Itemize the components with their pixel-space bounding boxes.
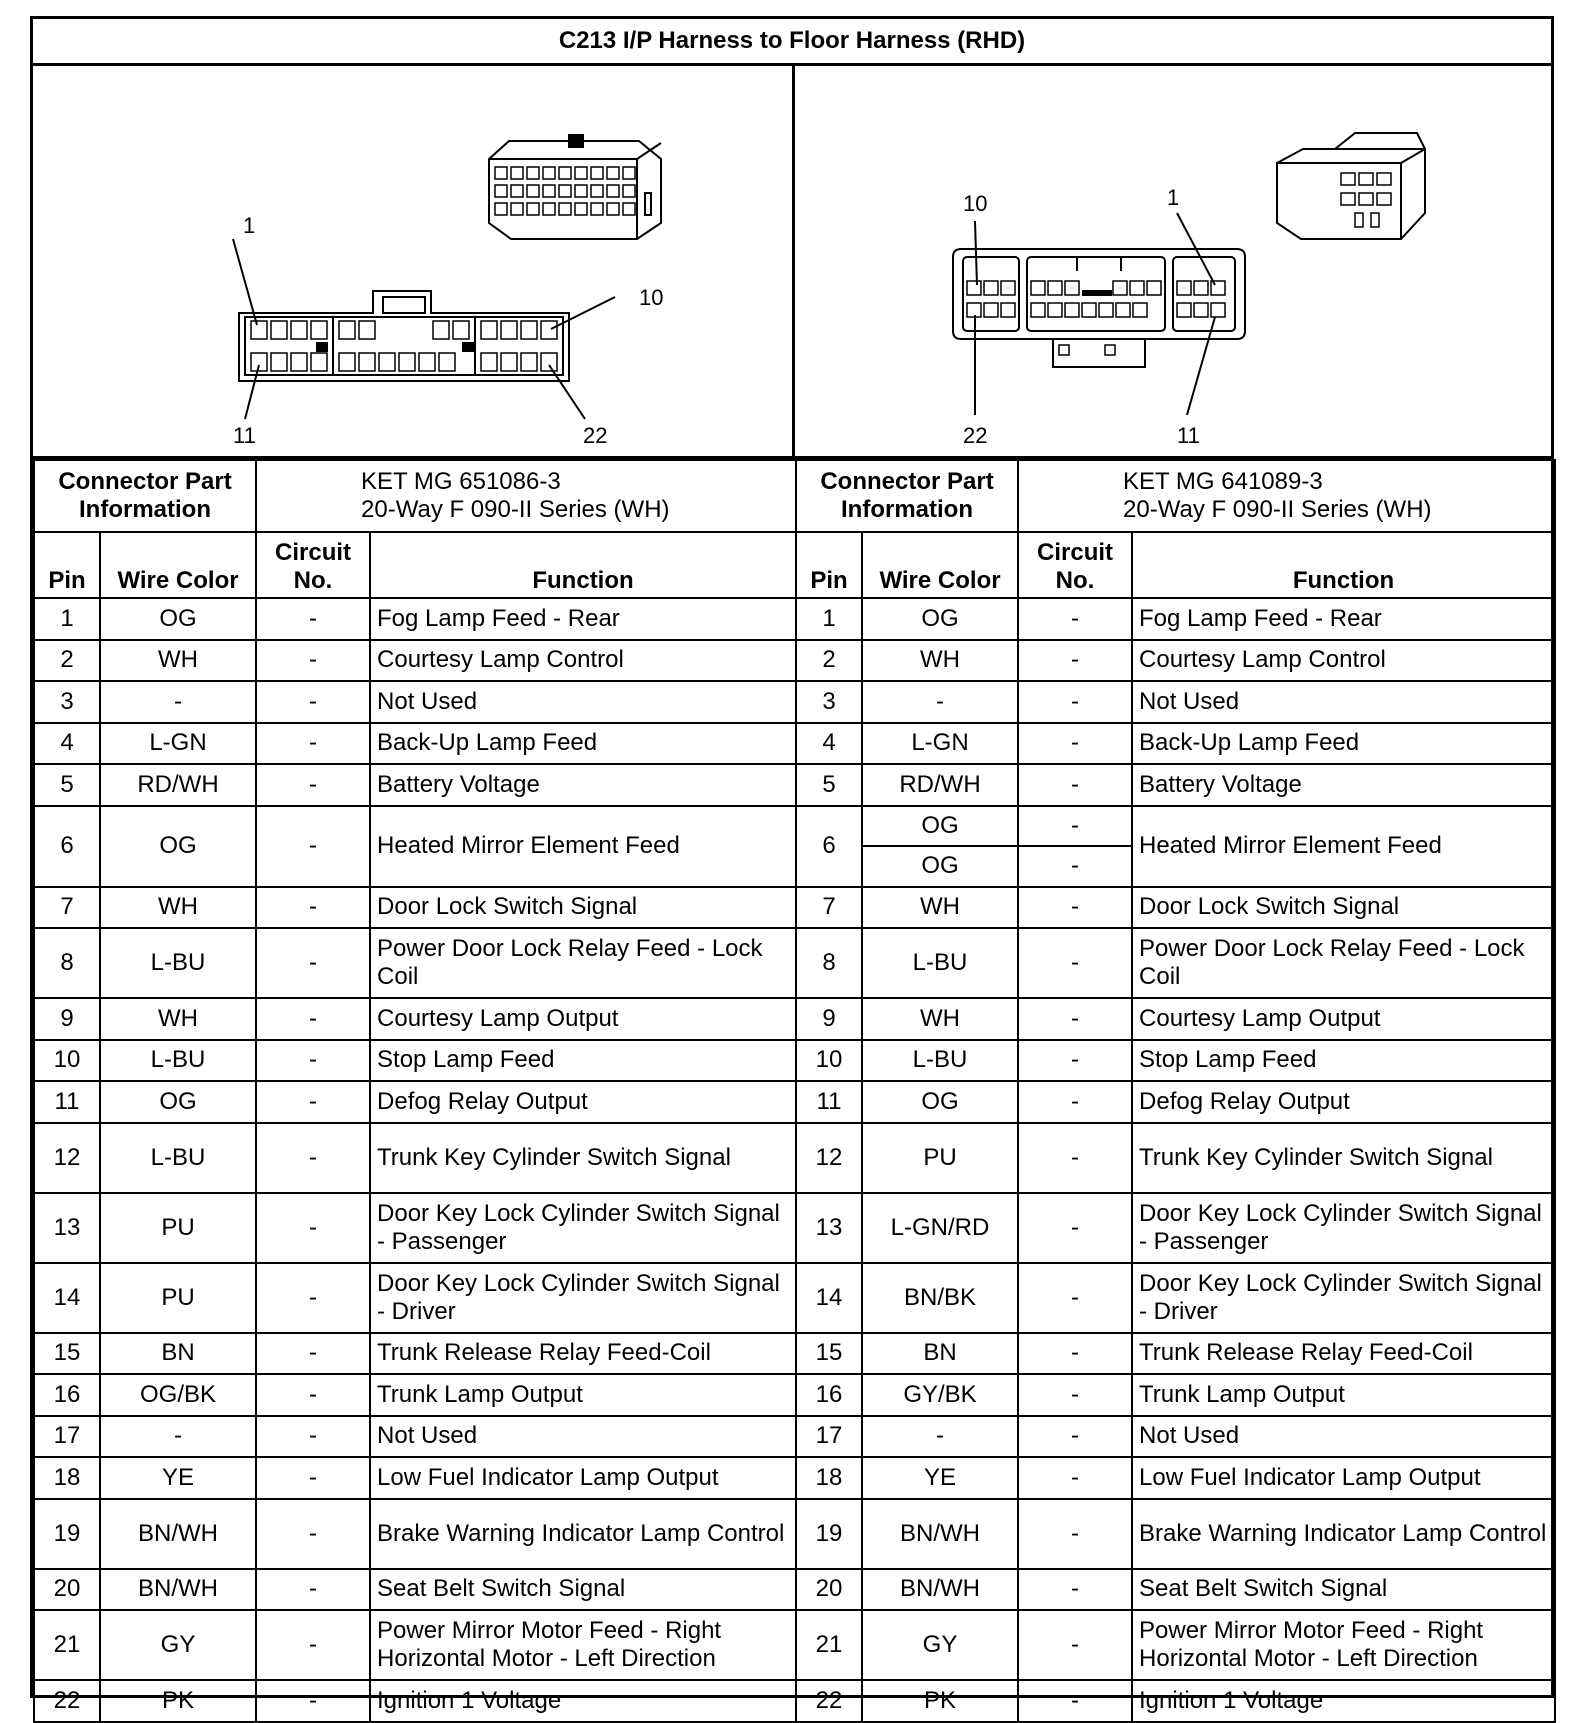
table-row [34,806,796,887]
wire-color: YE [862,1457,1018,1499]
pin-number: 20 [34,1569,100,1611]
pin-number: 17 [34,1416,100,1458]
circuit-number: - [1018,928,1132,998]
connector-info-value [256,460,796,532]
pin-function: Power Mirror Motor Feed - Right Horizontal Motor - Left Direction [1132,1610,1555,1680]
header-circuit-line: Circuit [1037,539,1114,566]
pin-function: Brake Warning Indicator Lamp Control [1132,1499,1555,1569]
circuit-number: - [1018,846,1132,887]
table-row [34,1374,796,1416]
part-number: KET MG 651086-3 [361,468,561,495]
table-row [796,1193,1555,1263]
table-row [34,998,796,1040]
circuit-number: - [256,640,370,682]
table-row [34,1416,796,1458]
pin-number: 8 [796,928,862,998]
circuit-number: - [256,681,370,723]
circuit-number: - [256,1040,370,1082]
pin-number: 12 [796,1123,862,1193]
circuit-number: - [256,1193,370,1263]
header-circuit-line: No. [1055,567,1095,594]
wire-color: BN/WH [100,1569,256,1611]
circuit-number: - [1018,640,1132,682]
pin-function: Courtesy Lamp Control [1132,640,1555,682]
circuit-number: - [1018,1123,1132,1193]
pin-function: Door Key Lock Cylinder Switch Signal - Passenger [1132,1193,1555,1263]
pin-function: Back-Up Lamp Feed [1132,723,1555,765]
pin-number: 19 [796,1499,862,1569]
table-row [796,806,1555,847]
wire-color: OG [862,846,1018,887]
pin-function: Door Lock Switch Signal [370,887,796,929]
table-row [34,764,796,806]
pin-function: Trunk Lamp Output [370,1374,796,1416]
pin-number: 2 [34,640,100,682]
wire-color: - [862,681,1018,723]
circuit-number: - [1018,1680,1132,1722]
table-row [796,1499,1555,1569]
pinout-sheet [30,16,1554,1714]
wire-color: GY/BK [862,1374,1018,1416]
circuit-number: - [256,887,370,929]
pin-function: Door Key Lock Cylinder Switch Signal - Driver [1132,1263,1555,1333]
connector-series: 20-Way F 090-II Series (WH) [361,496,670,523]
pin-function: Power Mirror Motor Feed - Right Horizontal Motor - Left Direction [370,1610,796,1680]
header-circuit-line: No. [293,567,333,594]
circuit-number: - [256,1263,370,1333]
circuit-number: - [1018,998,1132,1040]
connector-info-value [1018,460,1555,532]
pin-label-10: 10 [963,191,988,216]
left-pinout-table [33,459,797,1723]
wire-color: BN/BK [862,1263,1018,1333]
table-row [796,1081,1555,1123]
wire-color: L-BU [100,928,256,998]
pin-function: Heated Mirror Element Feed [1132,806,1555,887]
table-row [796,1610,1555,1680]
table-row [796,681,1555,723]
pin-number: 3 [34,681,100,723]
pin-number: 2 [796,640,862,682]
circuit-number: - [1018,1416,1132,1458]
wire-color: WH [862,640,1018,682]
pin-function: Stop Lamp Feed [1132,1040,1555,1082]
part-number: KET MG 641089-3 [1123,468,1323,495]
table-row [796,1680,1555,1722]
pin-number: 12 [34,1123,100,1193]
pin-function: Seat Belt Switch Signal [370,1569,796,1611]
table-row [34,723,796,765]
wire-color: OG [862,598,1018,640]
pin-number: 1 [34,598,100,640]
circuit-number: - [1018,806,1132,847]
pin-function: Courtesy Lamp Output [370,998,796,1040]
circuit-number: - [1018,1333,1132,1375]
wire-color: OG [862,806,1018,847]
pin-number: 22 [796,1680,862,1722]
table-row [34,1081,796,1123]
left-connector-face [239,291,569,381]
table-row [34,1040,796,1082]
wire-color: L-GN/RD [862,1193,1018,1263]
pin-function: Not Used [1132,1416,1555,1458]
table-row [796,640,1555,682]
pin-number: 22 [34,1680,100,1722]
circuit-number: - [1018,1569,1132,1611]
pin-number: 1 [796,598,862,640]
circuit-number: - [256,1457,370,1499]
header-wire-color: Wire Color [862,532,1018,598]
table-row [34,1193,796,1263]
circuit-number: - [256,1569,370,1611]
pin-function: Fog Lamp Feed - Rear [370,598,796,640]
wire-color: PK [100,1680,256,1722]
pin-function: Door Lock Switch Signal [1132,887,1555,929]
circuit-number: - [256,1680,370,1722]
header-circuit-no [256,532,370,598]
pin-function: Door Key Lock Cylinder Switch Signal - Driver [370,1263,796,1333]
table-row [796,1040,1555,1082]
pin-function: Trunk Release Relay Feed-Coil [1132,1333,1555,1375]
pin-number: 10 [34,1040,100,1082]
pin-function: Door Key Lock Cylinder Switch Signal - Passenger [370,1193,796,1263]
wire-color: PK [862,1680,1018,1722]
table-row [34,640,796,682]
wire-color: WH [100,887,256,929]
wire-color: OG [862,1081,1018,1123]
header-function: Function [1132,532,1555,598]
info-label-line: Information [79,496,211,523]
pin-number: 5 [34,764,100,806]
circuit-number: - [1018,681,1132,723]
pin-function: Battery Voltage [370,764,796,806]
pin-function: Ignition 1 Voltage [370,1680,796,1722]
table-row [34,1499,796,1569]
table-header-row [796,532,1555,598]
page-title: C213 I/P Harness to Floor Harness (RHD) [33,19,1551,66]
table-row [34,1123,796,1193]
wire-color: WH [100,640,256,682]
table-row [34,887,796,929]
pin-number: 13 [34,1193,100,1263]
circuit-number: - [1018,723,1132,765]
table-row [34,1569,796,1611]
pin-function: Defog Relay Output [370,1081,796,1123]
pin-number: 20 [796,1569,862,1611]
wire-color: GY [100,1610,256,1680]
table-row [796,1416,1555,1458]
pin-label-22: 22 [583,423,608,448]
wire-color: OG [100,806,256,887]
circuit-number: - [1018,1263,1132,1333]
header-pin: Pin [34,532,100,598]
table-row [796,887,1555,929]
table-row [34,1333,796,1375]
wire-color: WH [100,998,256,1040]
circuit-number: - [1018,1457,1132,1499]
wire-color: PU [862,1123,1018,1193]
circuit-number: - [256,723,370,765]
circuit-number: - [256,764,370,806]
connector-info-label [796,460,1018,532]
pin-number: 8 [34,928,100,998]
circuit-number: - [256,928,370,998]
pin-label-11: 11 [233,423,256,448]
wire-color: - [100,681,256,723]
pin-number: 6 [34,806,100,887]
wire-color: L-BU [862,928,1018,998]
pin-function: Power Door Lock Relay Feed - Lock Coil [1132,928,1555,998]
pin-function: Trunk Lamp Output [1132,1374,1555,1416]
pin-number: 11 [34,1081,100,1123]
wire-color: BN [100,1333,256,1375]
pin-function: Courtesy Lamp Output [1132,998,1555,1040]
pin-label-10: 10 [639,285,664,310]
wire-color: BN/WH [862,1499,1018,1569]
right-connector-face [953,249,1245,367]
table-row [34,1610,796,1680]
connector-info-row [796,460,1555,532]
table-row [796,1123,1555,1193]
pin-function: Battery Voltage [1132,764,1555,806]
pin-function: Courtesy Lamp Control [370,640,796,682]
info-label-line: Connector Part [58,468,232,495]
pin-number: 7 [796,887,862,929]
pin-number: 19 [34,1499,100,1569]
pin-number: 16 [34,1374,100,1416]
pin-label-1: 1 [1167,185,1180,210]
wire-color: L-BU [100,1123,256,1193]
circuit-number: - [256,806,370,887]
wire-color: L-GN [100,723,256,765]
table-row [34,681,796,723]
table-row [34,1680,796,1722]
table-row [796,1569,1555,1611]
wire-color: - [862,1416,1018,1458]
circuit-number: - [256,1416,370,1458]
pin-number: 4 [34,723,100,765]
pin-number: 16 [796,1374,862,1416]
pin-number: 17 [796,1416,862,1458]
table-row [796,998,1555,1040]
circuit-number: - [256,1374,370,1416]
pin-function: Defog Relay Output [1132,1081,1555,1123]
circuit-number: - [256,1499,370,1569]
circuit-number: - [1018,887,1132,929]
right-connector-thumbnail [1277,133,1425,239]
right-connector-drawing [795,63,1551,456]
circuit-number: - [1018,1193,1132,1263]
circuit-number: - [1018,598,1132,640]
wire-color: YE [100,1457,256,1499]
wire-color: OG [100,598,256,640]
pin-number: 14 [34,1263,100,1333]
pin-label-22: 22 [963,423,988,448]
connector-series: 20-Way F 090-II Series (WH) [1123,496,1432,523]
header-function: Function [370,532,796,598]
pin-number: 13 [796,1193,862,1263]
pin-function: Power Door Lock Relay Feed - Lock Coil [370,928,796,998]
circuit-number: - [1018,1499,1132,1569]
pin-function: Brake Warning Indicator Lamp Control [370,1499,796,1569]
pin-function: Fog Lamp Feed - Rear [1132,598,1555,640]
pin-number: 5 [796,764,862,806]
header-wire-color: Wire Color [100,532,256,598]
table-row [796,928,1555,998]
pin-function: Ignition 1 Voltage [1132,1680,1555,1722]
left-connector-thumbnail [489,135,661,239]
wire-color: PU [100,1263,256,1333]
pin-number: 14 [796,1263,862,1333]
table-row [796,598,1555,640]
pin-number: 7 [34,887,100,929]
wire-color: BN/WH [862,1569,1018,1611]
circuit-number: - [256,1123,370,1193]
pin-number: 6 [796,806,862,887]
table-row [796,764,1555,806]
wire-color: RD/WH [862,764,1018,806]
pin-function: Low Fuel Indicator Lamp Output [370,1457,796,1499]
wire-color: - [100,1416,256,1458]
table-row [796,1333,1555,1375]
pin-number: 21 [796,1610,862,1680]
circuit-number: - [1018,1081,1132,1123]
pin-function: Trunk Release Relay Feed-Coil [370,1333,796,1375]
pin-function: Trunk Key Cylinder Switch Signal [1132,1123,1555,1193]
table-row [796,1263,1555,1333]
wire-color: WH [862,887,1018,929]
connector-info-label [34,460,256,532]
wire-color: WH [862,998,1018,1040]
table-row [34,598,796,640]
header-pin: Pin [796,532,862,598]
table-row [34,1457,796,1499]
circuit-number: - [256,1081,370,1123]
pin-function: Trunk Key Cylinder Switch Signal [370,1123,796,1193]
table-row [796,1374,1555,1416]
circuit-number: - [1018,1610,1132,1680]
wire-color: OG/BK [100,1374,256,1416]
pin-number: 10 [796,1040,862,1082]
pin-function: Not Used [370,681,796,723]
pin-function: Back-Up Lamp Feed [370,723,796,765]
pin-number: 3 [796,681,862,723]
table-header-row [34,532,796,598]
circuit-number: - [256,998,370,1040]
pin-number: 4 [796,723,862,765]
pin-number: 18 [796,1457,862,1499]
table-row [34,928,796,998]
pin-number: 15 [796,1333,862,1375]
circuit-number: - [1018,1374,1132,1416]
wire-color: GY [862,1610,1018,1680]
connector-info-row [34,460,796,532]
left-connector-drawing [33,63,792,456]
circuit-number: - [256,1333,370,1375]
circuit-number: - [256,1610,370,1680]
circuit-number: - [1018,764,1132,806]
table-row [796,723,1555,765]
pin-function: Seat Belt Switch Signal [1132,1569,1555,1611]
wire-color: PU [100,1193,256,1263]
wire-color: L-BU [100,1040,256,1082]
pin-label-11: 11 [1177,423,1200,448]
circuit-number: - [1018,1040,1132,1082]
pin-function: Not Used [1132,681,1555,723]
pin-function: Not Used [370,1416,796,1458]
pin-function: Low Fuel Indicator Lamp Output [1132,1457,1555,1499]
wire-color: BN/WH [100,1499,256,1569]
pin-number: 15 [34,1333,100,1375]
pin-number: 18 [34,1457,100,1499]
table-row [796,1457,1555,1499]
pin-function: Heated Mirror Element Feed [370,806,796,887]
info-label-line: Connector Part [820,468,994,495]
info-label-line: Information [841,496,973,523]
pin-label-1: 1 [243,213,256,238]
table-row [34,1263,796,1333]
pin-function: Stop Lamp Feed [370,1040,796,1082]
wire-color: RD/WH [100,764,256,806]
right-pinout-table [795,459,1556,1723]
pin-number: 9 [34,998,100,1040]
wire-color: L-GN [862,723,1018,765]
wire-color: BN [862,1333,1018,1375]
right-connector-panel [795,63,1554,459]
left-connector-panel [33,63,795,459]
pin-number: 11 [796,1081,862,1123]
circuit-number: - [256,598,370,640]
pin-number: 21 [34,1610,100,1680]
wire-color: OG [100,1081,256,1123]
header-circuit-no [1018,532,1132,598]
wire-color: L-BU [862,1040,1018,1082]
header-circuit-line: Circuit [275,539,352,566]
pin-number: 9 [796,998,862,1040]
